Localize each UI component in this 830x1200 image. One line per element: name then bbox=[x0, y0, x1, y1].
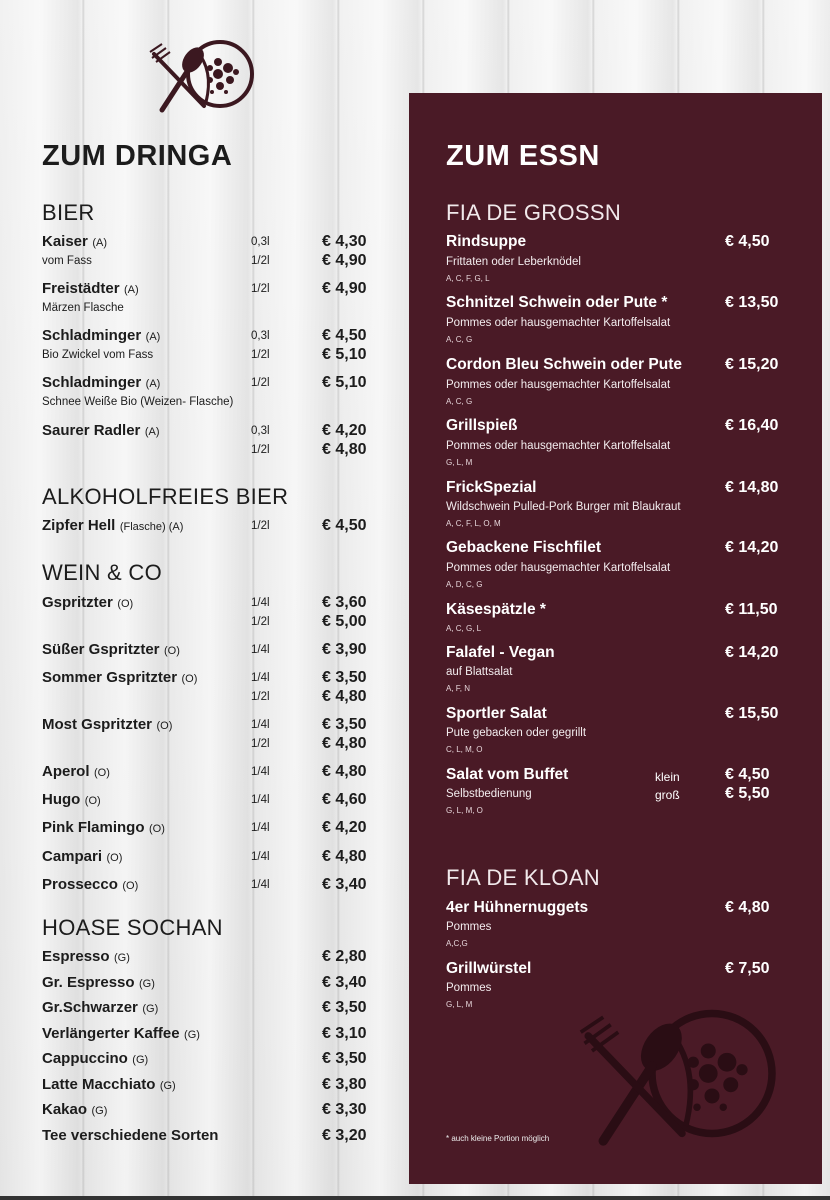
item-size: 1/4l bbox=[251, 597, 270, 609]
item-name-extra: Hell bbox=[83, 517, 116, 534]
item-allergens: (O) bbox=[181, 673, 198, 685]
item-desc: Pommes oder hausgemachter Kartoffelsalat bbox=[446, 562, 671, 574]
item-name: Gspritzter bbox=[42, 594, 113, 611]
item-desc: Pommes oder hausgemachter Kartoffelsalat bbox=[446, 317, 671, 329]
item-size: 1/2l bbox=[251, 738, 270, 750]
item-allergens: A, C, G, L bbox=[446, 624, 482, 633]
item-price: € 4,80 bbox=[322, 441, 367, 458]
item-desc: Pommes oder hausgemachter Kartoffelsalat bbox=[446, 440, 671, 452]
item-size: 1/2l bbox=[251, 349, 270, 361]
item-name: Saurer Radler bbox=[42, 422, 141, 439]
menu-item bbox=[446, 294, 806, 344]
item-allergens: G, L, M bbox=[446, 1000, 473, 1009]
item-size: 1/4l bbox=[251, 719, 270, 731]
item-size: 1/2l bbox=[251, 520, 270, 532]
item-name: FrickSpezial bbox=[446, 479, 537, 496]
item-name: Cappuccino bbox=[42, 1050, 128, 1067]
item-size: 1/4l bbox=[251, 644, 270, 656]
item-size: 1/2l bbox=[251, 283, 270, 295]
fork-spoon-ball-logo-icon bbox=[148, 40, 260, 115]
item-allergens: (O) bbox=[106, 852, 123, 864]
item-allergens: (O) bbox=[122, 880, 139, 892]
item-name-extra: verschiedene Sorten bbox=[66, 1127, 219, 1144]
menu-item bbox=[42, 669, 372, 705]
item-price: € 4,30 bbox=[322, 233, 367, 250]
menu-item bbox=[42, 791, 372, 809]
item-price: € 13,50 bbox=[725, 294, 779, 311]
item-price: € 11,50 bbox=[725, 601, 778, 618]
section-heading-alkoholfrei: ALKOHOLFREIES BIER bbox=[42, 484, 289, 509]
item-allergens: (G) bbox=[142, 1003, 159, 1015]
item-size: 1/4l bbox=[251, 672, 270, 684]
item-price: € 16,40 bbox=[725, 417, 779, 434]
item-desc: vom Fass bbox=[42, 255, 92, 267]
item-price: € 4,90 bbox=[322, 252, 367, 269]
menu-item bbox=[446, 766, 806, 815]
item-name: Schladminger bbox=[42, 327, 142, 344]
item-name: Verlängerter Kaffee bbox=[42, 1025, 180, 1042]
menu-item bbox=[42, 974, 372, 992]
item-allergens: (O) bbox=[84, 795, 101, 807]
item-price: € 4,20 bbox=[322, 819, 367, 836]
food-title: ZUM ESSN bbox=[446, 140, 600, 172]
item-name: Zipfer bbox=[42, 517, 84, 534]
item-allergens: A,C,G bbox=[446, 939, 468, 948]
item-desc: Selbstbedienung bbox=[446, 788, 532, 800]
item-price: € 14,20 bbox=[725, 644, 779, 661]
menu-item bbox=[42, 763, 372, 781]
item-name: Sommer Gspritzter bbox=[42, 669, 178, 686]
item-name: Salat bbox=[446, 766, 484, 783]
item-name: Tee bbox=[42, 1127, 67, 1144]
fork-spoon-ball-logo-icon bbox=[577, 1005, 787, 1155]
item-name: Gr.Schwarzer bbox=[42, 999, 138, 1016]
menu-item bbox=[42, 999, 372, 1017]
section-heading-hoase-sochan: HOASE SOCHAN bbox=[42, 915, 223, 940]
item-allergens: (O) bbox=[156, 720, 173, 732]
item-name-extra: Vegan bbox=[504, 644, 555, 661]
menu-item bbox=[42, 716, 372, 752]
item-desc: Pommes oder hausgemachter Kartoffelsalat bbox=[446, 379, 671, 391]
item-price: € 7,50 bbox=[725, 960, 770, 977]
item-name: Prossecco bbox=[42, 876, 118, 893]
item-name: Cordon Bleu bbox=[446, 356, 539, 373]
item-price: € 5,10 bbox=[322, 374, 367, 391]
item-desc: Märzen Flasche bbox=[42, 302, 124, 314]
item-price: € 14,80 bbox=[725, 479, 779, 496]
item-price: € 5,50 bbox=[725, 785, 770, 802]
item-name: Grillspieß bbox=[446, 417, 518, 434]
item-allergens: (G) bbox=[91, 1105, 108, 1117]
item-allergens: (A) bbox=[92, 237, 107, 249]
item-price: € 3,20 bbox=[322, 1127, 367, 1144]
menu-item bbox=[42, 374, 372, 408]
menu-item bbox=[42, 1050, 372, 1068]
item-price: € 3,30 bbox=[322, 1101, 367, 1118]
item-name: Hugo bbox=[42, 791, 81, 808]
item-price: € 4,50 bbox=[322, 517, 367, 534]
menu-item bbox=[42, 517, 372, 535]
item-price: € 3,90 bbox=[322, 641, 367, 658]
item-desc: Pommes bbox=[446, 982, 492, 994]
menu-item bbox=[42, 1127, 372, 1145]
item-price: € 2,80 bbox=[322, 948, 367, 965]
menu-item bbox=[42, 422, 372, 458]
item-allergens: (G) bbox=[114, 952, 130, 964]
menu-item bbox=[446, 705, 806, 754]
item-name-extra: Schwein oder Pute * bbox=[514, 294, 668, 311]
item-price: € 4,60 bbox=[322, 791, 367, 808]
item-name: Schladminger bbox=[42, 374, 142, 391]
item-name: Kakao bbox=[42, 1101, 88, 1118]
item-price: € 5,10 bbox=[322, 346, 367, 363]
menu-item bbox=[42, 1101, 372, 1119]
item-allergens: (O) bbox=[117, 598, 134, 610]
item-size: 1/2l bbox=[251, 255, 270, 267]
item-price: € 3,40 bbox=[322, 974, 367, 991]
item-price: € 4,50 bbox=[725, 233, 770, 250]
item-name: Käsespätzle * bbox=[446, 601, 546, 618]
item-name: 4er Hühnernuggets bbox=[446, 899, 589, 916]
item-name: Pink Flamingo bbox=[42, 819, 145, 836]
item-allergens: (A) bbox=[145, 331, 161, 343]
section-heading-wein: WEIN & CO bbox=[42, 560, 163, 585]
item-price: € 4,80 bbox=[322, 763, 367, 780]
item-size: groß bbox=[655, 788, 680, 802]
menu-item bbox=[446, 601, 806, 633]
menu-item bbox=[42, 233, 372, 269]
item-desc: Frittaten oder Leberknödel bbox=[446, 256, 581, 268]
item-allergens: (A) bbox=[145, 378, 161, 390]
menu-item bbox=[446, 960, 806, 1009]
item-name: Schnitzel bbox=[446, 294, 515, 311]
item-allergens: G, L, M bbox=[446, 458, 473, 467]
menu-item bbox=[42, 848, 372, 866]
footnote: * auch kleine Portion möglich bbox=[446, 1134, 550, 1143]
drinks-title: ZUM DRINGA bbox=[42, 140, 233, 172]
item-desc: Schnee Weiße Bio (Weizen- Flasche) bbox=[42, 396, 234, 408]
item-name-extra: vom Buffet bbox=[483, 766, 569, 783]
menu-item bbox=[42, 1025, 372, 1043]
item-price: € 4,80 bbox=[322, 688, 367, 705]
item-allergens: (G) bbox=[184, 1029, 200, 1041]
item-name: Latte Macchiato bbox=[42, 1076, 156, 1093]
item-price: € 4,80 bbox=[322, 848, 367, 865]
item-name: Falafel - bbox=[446, 644, 505, 661]
item-allergens: A, C, G bbox=[446, 335, 473, 344]
item-name: Most Gspritzter bbox=[42, 716, 153, 733]
item-allergens: (O) bbox=[93, 767, 110, 779]
item-price: € 3,50 bbox=[322, 716, 367, 733]
section-heading-fia-de-kloan: FIA DE KLOAN bbox=[446, 865, 600, 890]
item-allergens: (A) bbox=[123, 284, 139, 296]
item-allergens: (O) bbox=[148, 823, 165, 835]
item-name: Gebackene Fischfilet bbox=[446, 539, 602, 556]
item-desc: Bio Zwickel vom Fass bbox=[42, 349, 154, 361]
item-allergens: A, C, F, G, L bbox=[446, 274, 490, 283]
item-name: Grillwürstel bbox=[446, 960, 532, 977]
item-allergens: G, L, M, O bbox=[446, 806, 483, 815]
item-price: € 4,90 bbox=[322, 280, 367, 297]
item-name-extra: Schwein oder Pute bbox=[539, 356, 682, 373]
item-price: € 4,50 bbox=[322, 327, 367, 344]
section-heading-fia-de-grossn: FIA DE GROSSN bbox=[446, 200, 622, 225]
menu-item bbox=[446, 644, 806, 693]
bottom-edge bbox=[0, 1196, 830, 1200]
item-price: € 14,20 bbox=[725, 539, 779, 556]
item-price: € 3,50 bbox=[322, 1050, 367, 1067]
item-allergens: A, D, C, G bbox=[446, 580, 483, 589]
item-size: 1/2l bbox=[251, 616, 270, 628]
item-name: Gr. Espresso bbox=[42, 974, 135, 991]
item-price: € 3,40 bbox=[322, 876, 367, 893]
menu-item bbox=[42, 1076, 372, 1094]
menu-item bbox=[42, 280, 372, 314]
item-price: € 15,50 bbox=[725, 705, 779, 722]
item-price: € 3,50 bbox=[322, 999, 367, 1016]
item-price: € 4,80 bbox=[322, 735, 367, 752]
item-allergens: A, F, N bbox=[446, 684, 471, 693]
item-allergens: (G) bbox=[139, 978, 155, 990]
item-size: 1/4l bbox=[251, 851, 270, 863]
item-allergens: A, C, G bbox=[446, 397, 473, 406]
item-size: 1/4l bbox=[251, 822, 270, 834]
item-allergens: (O) bbox=[163, 645, 180, 657]
menu-item bbox=[42, 876, 372, 894]
item-size: 0,3l bbox=[251, 330, 270, 342]
item-desc: Wildschwein Pulled-Pork Burger mit Blaukraut bbox=[446, 501, 681, 513]
menu-item bbox=[42, 641, 372, 659]
item-allergens: A, C, F, L, O, M bbox=[446, 519, 501, 528]
item-allergens: (A) bbox=[144, 426, 160, 438]
item-size: 1/4l bbox=[251, 766, 270, 778]
menu-item bbox=[446, 233, 806, 283]
item-size: 1/4l bbox=[251, 794, 270, 806]
item-allergens: (G) bbox=[132, 1054, 149, 1066]
item-name: Kaiser bbox=[42, 233, 88, 250]
item-name: Espresso bbox=[42, 948, 110, 965]
item-price: € 4,20 bbox=[322, 422, 367, 439]
menu-item bbox=[446, 479, 806, 528]
item-price: € 3,50 bbox=[322, 669, 367, 686]
item-price: € 4,50 bbox=[725, 766, 770, 783]
item-price: € 4,80 bbox=[725, 899, 770, 916]
item-name: Rindsuppe bbox=[446, 233, 527, 250]
item-allergens: C, L, M, O bbox=[446, 745, 483, 754]
item-name: Aperol bbox=[42, 763, 90, 780]
item-desc: auf Blattsalat bbox=[446, 666, 513, 678]
item-allergens: (G) bbox=[159, 1080, 176, 1092]
item-price: € 15,20 bbox=[725, 356, 779, 373]
menu-item bbox=[446, 417, 806, 467]
menu-item bbox=[42, 327, 372, 363]
menu-item bbox=[446, 899, 806, 948]
item-size: 0,3l bbox=[251, 425, 270, 437]
item-name: Campari bbox=[42, 848, 103, 865]
item-desc: Pommes bbox=[446, 921, 492, 933]
item-price: € 3,80 bbox=[322, 1076, 367, 1093]
menu-item bbox=[42, 948, 372, 966]
item-name: Süßer Gspritzter bbox=[42, 641, 160, 658]
item-size: 0,3l bbox=[251, 236, 270, 248]
item-price: € 3,60 bbox=[322, 594, 367, 611]
item-name: Sportler Salat bbox=[446, 705, 547, 722]
menu-item bbox=[446, 539, 806, 589]
section-heading-bier: BIER bbox=[42, 200, 95, 225]
item-size: klein bbox=[655, 770, 680, 784]
item-size: 1/4l bbox=[251, 879, 270, 891]
menu-item bbox=[42, 819, 372, 837]
item-size: 1/2l bbox=[251, 444, 270, 456]
menu-item bbox=[42, 594, 372, 630]
food-panel bbox=[409, 93, 822, 1184]
item-size: 1/2l bbox=[251, 691, 270, 703]
item-price: € 3,10 bbox=[322, 1025, 367, 1042]
item-desc: Pute gebacken oder gegrillt bbox=[446, 727, 587, 739]
item-name: Freistädter bbox=[42, 280, 120, 297]
item-price: € 5,00 bbox=[322, 613, 367, 630]
item-allergens: (Flasche) (A) bbox=[119, 521, 184, 533]
menu-item bbox=[446, 356, 806, 406]
item-size: 1/2l bbox=[251, 377, 270, 389]
